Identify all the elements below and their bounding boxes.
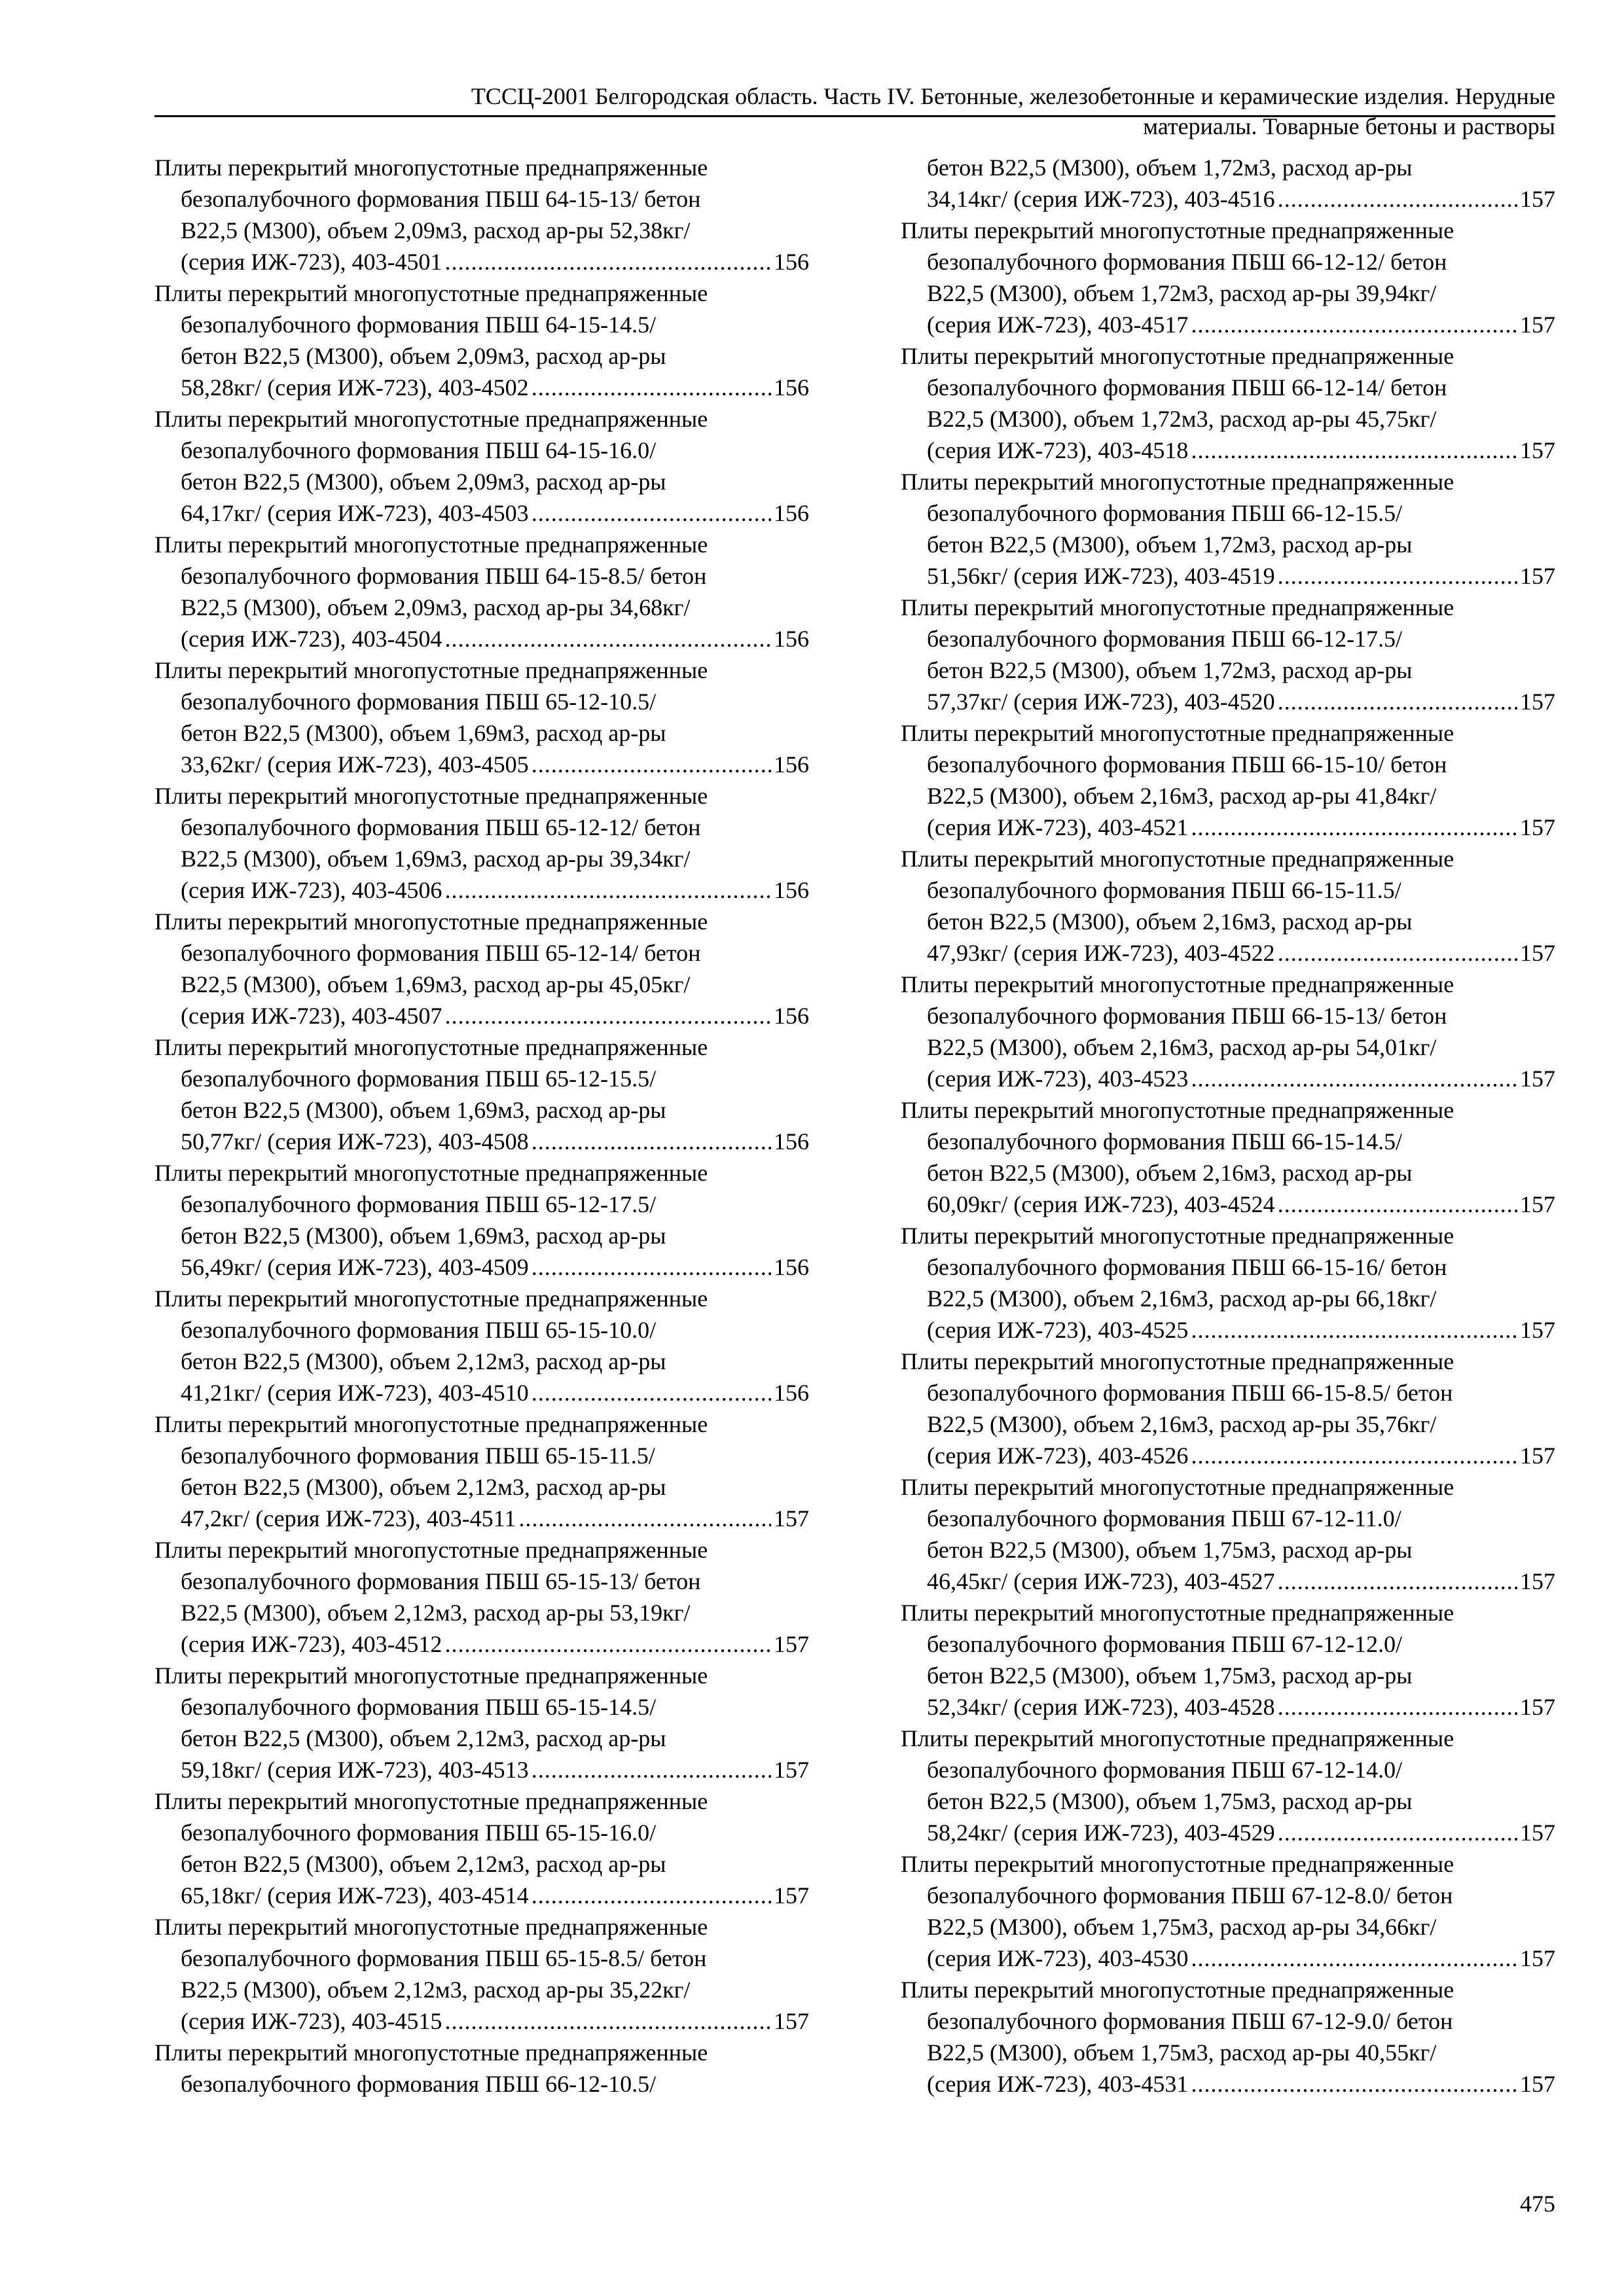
dot-leader	[444, 1628, 771, 1660]
index-entry	[901, 1848, 1555, 1974]
dot-leader	[1191, 1943, 1517, 1974]
entry-text: (серия ИЖ-723), 403-4515	[181, 2008, 442, 2034]
entry-line: В22,5 (М300), объем 1,75м3, расход ар-ры 40,55кг/	[927, 2039, 1437, 2066]
entry-line: бетон В22,5 (М300), объем 1,72м3, расход ар-ры	[927, 154, 1413, 181]
entry-text: (серия ИЖ-723), 403-4518	[927, 437, 1189, 463]
dot-leader	[532, 1251, 771, 1283]
entry-page-number: 156	[774, 249, 809, 275]
entry-page-number: 157	[1520, 312, 1555, 338]
entry-line: безопалубочного формования ПБШ 66-15-11.5/	[927, 877, 1401, 903]
dot-leader	[1278, 1817, 1517, 1848]
dot-leader	[532, 749, 771, 780]
entry-last-line	[154, 1628, 809, 1660]
entry-text: (серия ИЖ-723), 403-4526	[927, 1443, 1189, 1469]
entry-line: бетон В22,5 (М300), объем 1,69м3, расход ар-ры	[181, 1097, 666, 1123]
entry-text: 58,28кг/ (серия ИЖ-723), 403-4502	[181, 374, 529, 401]
entry-line: Плиты перекрытий многопустотные преднапряженные	[901, 1097, 1454, 1123]
entry-last-line	[901, 1063, 1555, 1094]
entry-line: безопалубочного формования ПБШ 65-12-12/ бетон	[181, 814, 701, 840]
entry-page-number: 156	[774, 1003, 809, 1029]
entry-last-line	[154, 246, 809, 278]
dot-leader	[1191, 2068, 1517, 2100]
entry-last-line	[154, 1754, 809, 1785]
entry-page-number: 157	[774, 1631, 809, 1657]
entry-page-number: 157	[1520, 563, 1555, 589]
entry-last-line	[901, 812, 1555, 843]
index-entry	[901, 1346, 1555, 1471]
index-entry	[154, 1785, 809, 1911]
entry-last-line	[154, 1251, 809, 1283]
entry-line: В22,5 (М300), объем 1,72м3, расход ар-ры 39,94кг/	[927, 280, 1437, 306]
entry-page-number: 157	[1520, 940, 1555, 966]
entry-line: Плиты перекрытий многопустотные преднапряженные	[901, 1474, 1454, 1500]
index-entry	[154, 1534, 809, 1660]
entry-text: (серия ИЖ-723), 403-4525	[927, 1317, 1189, 1343]
entry-last-line	[154, 1000, 809, 1031]
index-entry	[154, 1283, 809, 1408]
entry-line: безопалубочного формования ПБШ 65-15-14.5/	[181, 1694, 657, 1720]
entry-text: 60,09кг/ (серия ИЖ-723), 403-4524	[927, 1191, 1275, 1217]
entry-last-line	[901, 309, 1555, 340]
entry-line: бетон В22,5 (М300), объем 2,12м3, расход ар-ры	[181, 1474, 666, 1500]
index-entry	[901, 1723, 1555, 1848]
header-rule	[154, 115, 1555, 117]
entry-line: безопалубочного формования ПБШ 66-15-16/ бетон	[927, 1254, 1447, 1280]
entry-line: безопалубочного формования ПБШ 64-15-14.5/	[181, 312, 657, 338]
entry-text: 46,45кг/ (серия ИЖ-723), 403-4527	[927, 1568, 1275, 1594]
index-entry	[154, 152, 809, 278]
entry-line: В22,5 (М300), объем 1,69м3, расход ар-ры 45,05кг/	[181, 971, 691, 997]
entry-line: Плиты перекрытий многопустотные преднапряженные	[901, 1223, 1454, 1249]
dot-leader	[1191, 812, 1517, 843]
entry-last-line	[154, 623, 809, 655]
entry-line: безопалубочного формования ПБШ 66-12-17.5/	[927, 626, 1403, 652]
index-entry	[901, 466, 1555, 592]
entry-page-number: 157	[1520, 814, 1555, 840]
entry-last-line	[901, 1691, 1555, 1723]
entry-line: бетон В22,5 (М300), объем 1,72м3, расход ар-ры	[927, 531, 1413, 558]
dot-leader	[518, 1503, 771, 1534]
entry-line: В22,5 (М300), объем 2,12м3, расход ар-ры 35,22кг/	[181, 1977, 691, 2003]
index-entry	[901, 1220, 1555, 1346]
entry-last-line	[154, 749, 809, 780]
entry-line: В22,5 (М300), объем 1,69м3, расход ар-ры 39,34кг/	[181, 846, 691, 872]
entry-line: В22,5 (М300), объем 2,12м3, расход ар-ры 53,19кг/	[181, 1600, 691, 1626]
index-entry	[154, 1911, 809, 2037]
entry-last-line	[154, 372, 809, 403]
entry-line: Плиты перекрытий многопустотные преднапряженные	[901, 846, 1454, 872]
dot-leader	[532, 372, 771, 403]
entry-page-number: 157	[1520, 186, 1555, 212]
entry-text: 56,49кг/ (серия ИЖ-723), 403-4509	[181, 1254, 529, 1280]
entry-text: 59,18кг/ (серия ИЖ-723), 403-4513	[181, 1757, 529, 1783]
entry-last-line	[901, 1943, 1555, 1974]
entry-last-line	[901, 1189, 1555, 1220]
index-entry	[154, 655, 809, 780]
entry-line: В22,5 (М300), объем 2,09м3, расход ар-ры 52,38кг/	[181, 217, 691, 243]
dot-leader	[444, 2005, 771, 2037]
entry-last-line	[154, 1377, 809, 1408]
dot-leader	[532, 1880, 771, 1911]
entry-text: 47,93кг/ (серия ИЖ-723), 403-4522	[927, 940, 1275, 966]
entry-text: (серия ИЖ-723), 403-4504	[181, 626, 442, 652]
entry-line: бетон В22,5 (М300), объем 2,09м3, расход ар-ры	[181, 469, 666, 495]
entry-page-number: 156	[774, 626, 809, 652]
entry-page-number: 156	[774, 1254, 809, 1280]
right-column	[901, 152, 1555, 2100]
entry-page-number: 157	[774, 1505, 809, 1532]
index-entry	[901, 1974, 1555, 2100]
entry-text: (серия ИЖ-723), 403-4517	[927, 312, 1189, 338]
entry-line: безопалубочного формования ПБШ 66-15-10/ бетон	[927, 751, 1447, 778]
entry-line: безопалубочного формования ПБШ 67-12-12.0/	[927, 1631, 1403, 1657]
entry-line: В22,5 (М300), объем 1,75м3, расход ар-ры 34,66кг/	[927, 1914, 1437, 1940]
entry-text: 58,24кг/ (серия ИЖ-723), 403-4529	[927, 1820, 1275, 1846]
dot-leader	[444, 1000, 771, 1031]
entry-line: безопалубочного формования ПБШ 66-12-15.5/	[927, 500, 1403, 526]
entry-line: В22,5 (М300), объем 2,16м3, расход ар-ры 66,18кг/	[927, 1285, 1437, 1312]
dot-leader	[1278, 686, 1517, 717]
index-entry	[901, 1094, 1555, 1220]
index-entry	[901, 340, 1555, 466]
entry-line: бетон В22,5 (М300), объем 1,75м3, расход ар-ры	[927, 1662, 1413, 1689]
entry-line: безопалубочного формования ПБШ 65-15-16.0/	[181, 1820, 657, 1846]
entry-line: бетон В22,5 (М300), объем 1,75м3, расход ар-ры	[927, 1788, 1413, 1814]
entry-line: Плиты перекрытий многопустотные преднапряженные	[154, 908, 708, 935]
entry-page-number: 156	[774, 1380, 809, 1406]
entry-line: Плиты перекрытий многопустотные преднапряженные	[901, 594, 1454, 620]
dot-leader	[1191, 1440, 1517, 1471]
index-entry	[154, 2037, 809, 2100]
entry-last-line	[154, 2005, 809, 2037]
entry-line: бетон В22,5 (М300), объем 2,12м3, расход ар-ры	[181, 1725, 666, 1751]
entry-line: безопалубочного формования ПБШ 66-15-14.5/	[927, 1128, 1403, 1155]
dot-leader	[1191, 435, 1517, 466]
entry-line: безопалубочного формования ПБШ 65-12-15.5/	[181, 1066, 657, 1092]
entry-line: Плиты перекрытий многопустотные преднапряженные	[901, 1348, 1454, 1374]
entry-text: 57,37кг/ (серия ИЖ-723), 403-4520	[927, 689, 1275, 715]
index-entry	[901, 152, 1555, 215]
index-entry	[154, 906, 809, 1031]
index-entry	[154, 529, 809, 655]
entry-line: безопалубочного формования ПБШ 66-12-10.5/	[181, 2071, 657, 2097]
dot-leader	[1278, 937, 1517, 969]
entry-line: бетон В22,5 (М300), объем 2,09м3, расход ар-ры	[181, 343, 666, 369]
entry-last-line	[154, 1503, 809, 1534]
entry-line: В22,5 (М300), объем 2,16м3, расход ар-ры 54,01кг/	[927, 1034, 1437, 1060]
entry-line: бетон В22,5 (М300), объем 1,72м3, расход ар-ры	[927, 657, 1413, 683]
entry-line: Плиты перекрытий многопустотные преднапряженные	[901, 1725, 1454, 1751]
entry-line: Плиты перекрытий многопустотные преднапряженные	[154, 1285, 708, 1312]
entry-line: Плиты перекрытий многопустотные преднапряженные	[154, 1160, 708, 1186]
entry-page-number: 157	[1520, 437, 1555, 463]
entry-line: бетон В22,5 (М300), объем 2,16м3, расход ар-ры	[927, 1160, 1413, 1186]
entry-last-line	[154, 1880, 809, 1911]
dot-leader	[1191, 1314, 1517, 1346]
entry-line: Плиты перекрытий многопустотные преднапряженные	[154, 1537, 708, 1563]
dot-leader	[444, 246, 771, 278]
entry-line: Плиты перекрытий многопустотные преднапряженные	[154, 1662, 708, 1689]
entry-line: Плиты перекрытий многопустотные преднапряженные	[154, 1411, 708, 1437]
entry-page-number: 156	[774, 877, 809, 903]
index-entry	[901, 592, 1555, 717]
entry-text: (серия ИЖ-723), 403-4501	[181, 249, 442, 275]
dot-leader	[444, 874, 771, 906]
entry-last-line	[901, 937, 1555, 969]
entry-page-number: 157	[1520, 1694, 1555, 1720]
dot-leader	[1278, 1691, 1517, 1723]
dot-leader	[1278, 560, 1517, 592]
entry-line: бетон В22,5 (М300), объем 1,75м3, расход ар-ры	[927, 1537, 1413, 1563]
entry-page-number: 156	[774, 374, 809, 401]
entry-line: В22,5 (М300), объем 1,72м3, расход ар-ры 45,75кг/	[927, 406, 1437, 432]
entry-page-number: 157	[1520, 1443, 1555, 1469]
dot-leader	[532, 1754, 771, 1785]
entry-line: Плиты перекрытий многопустотные преднапряженные	[901, 343, 1454, 369]
dot-leader	[444, 623, 771, 655]
index-entry	[901, 969, 1555, 1094]
dot-leader	[1278, 1189, 1517, 1220]
entry-line: безопалубочного формования ПБШ 67-12-11.0/	[927, 1505, 1401, 1532]
entry-text: (серия ИЖ-723), 403-4530	[927, 1945, 1189, 1971]
entry-last-line	[901, 183, 1555, 215]
entry-page-number: 157	[1520, 689, 1555, 715]
entry-line: безопалубочного формования ПБШ 65-15-8.5/ бетон	[181, 1945, 707, 1971]
entry-line: Плиты перекрытий многопустотные преднапряженные	[901, 971, 1454, 997]
index-entry	[154, 780, 809, 906]
entry-line: В22,5 (М300), объем 2,09м3, расход ар-ры 34,68кг/	[181, 594, 691, 620]
entry-line: Плиты перекрытий многопустотные преднапряженные	[901, 1600, 1454, 1626]
entry-line: безопалубочного формования ПБШ 67-12-14.0/	[927, 1757, 1403, 1783]
left-column	[154, 152, 809, 2100]
index-entry	[901, 843, 1555, 969]
entry-line: Плиты перекрытий многопустотные преднапряженные	[154, 1788, 708, 1814]
dot-leader	[1278, 183, 1517, 215]
entry-page-number: 156	[774, 751, 809, 778]
index-entry	[154, 278, 809, 403]
entry-last-line	[154, 1126, 809, 1157]
entry-line: безопалубочного формования ПБШ 66-15-8.5/ бетон	[927, 1380, 1453, 1406]
entry-last-line	[901, 1817, 1555, 1848]
dot-leader	[532, 1126, 771, 1157]
entry-page-number: 156	[774, 1128, 809, 1155]
entry-text: 34,14кг/ (серия ИЖ-723), 403-4516	[927, 186, 1275, 212]
entry-line: безопалубочного формования ПБШ 64-15-8.5/ бетон	[181, 563, 707, 589]
entry-line: бетон В22,5 (М300), объем 1,69м3, расход ар-ры	[181, 720, 666, 746]
entry-page-number: 156	[774, 500, 809, 526]
entry-line: безопалубочного формования ПБШ 66-15-13/ бетон	[927, 1003, 1447, 1029]
entry-text: 33,62кг/ (серия ИЖ-723), 403-4505	[181, 751, 529, 778]
entry-text: (серия ИЖ-723), 403-4521	[927, 814, 1189, 840]
entry-text: (серия ИЖ-723), 403-4512	[181, 1631, 442, 1657]
entry-line: Плиты перекрытий многопустотные преднапряженные	[154, 154, 708, 181]
entry-last-line	[901, 1566, 1555, 1597]
index-entry	[154, 1031, 809, 1157]
entry-line: Плиты перекрытий многопустотные преднапряженные	[901, 469, 1454, 495]
entry-text: 50,77кг/ (серия ИЖ-723), 403-4508	[181, 1128, 529, 1155]
page-header	[154, 81, 1555, 141]
entry-line: безопалубочного формования ПБШ 64-15-13/ бетон	[181, 186, 701, 212]
entry-line: Плиты перекрытий многопустотные преднапряженные	[901, 1851, 1454, 1877]
entry-page-number: 157	[1520, 2071, 1555, 2097]
entry-page-number: 157	[1520, 1191, 1555, 1217]
entry-line: Плиты перекрытий многопустотные преднапряженные	[154, 531, 708, 558]
entry-text: (серия ИЖ-723), 403-4531	[927, 2071, 1189, 2097]
entry-page-number: 157	[774, 2008, 809, 2034]
dot-leader	[1191, 309, 1517, 340]
entry-line: Плиты перекрытий многопустотные преднапряженные	[154, 2039, 708, 2066]
index-entry	[901, 1597, 1555, 1723]
entry-line: бетон В22,5 (М300), объем 2,12м3, расход ар-ры	[181, 1851, 666, 1877]
index-entry	[154, 1408, 809, 1534]
entry-line: Плиты перекрытий многопустотные преднапряженные	[154, 280, 708, 306]
index-entry	[901, 215, 1555, 340]
entry-line: безопалубочного формования ПБШ 67-12-8.0/ бетон	[927, 1882, 1453, 1909]
entry-line: Плиты перекрытий многопустотные преднапряженные	[154, 783, 708, 809]
index-entry	[901, 1471, 1555, 1597]
entry-last-line	[901, 1440, 1555, 1471]
entry-line: Плиты перекрытий многопустотные преднапряженные	[901, 720, 1454, 746]
entry-text: 41,21кг/ (серия ИЖ-723), 403-4510	[181, 1380, 529, 1406]
entry-page-number: 157	[1520, 1568, 1555, 1594]
entry-line: Плиты перекрытий многопустотные преднапряженные	[901, 1977, 1454, 2003]
page-number: 475	[1520, 2191, 1555, 2217]
entry-last-line	[901, 1314, 1555, 1346]
entry-text: 47,2кг/ (серия ИЖ-723), 403-4511	[181, 1505, 516, 1532]
entry-page-number: 157	[1520, 1945, 1555, 1971]
entry-line: безопалубочного формования ПБШ 66-12-14/ бетон	[927, 374, 1447, 401]
entry-page-number: 157	[1520, 1066, 1555, 1092]
entry-page-number: 157	[1520, 1820, 1555, 1846]
entry-page-number: 157	[1520, 1317, 1555, 1343]
entry-text: (серия ИЖ-723), 403-4506	[181, 877, 442, 903]
entry-last-line	[901, 435, 1555, 466]
entry-line: бетон В22,5 (М300), объем 1,69м3, расход ар-ры	[181, 1223, 666, 1249]
entry-page-number: 157	[774, 1882, 809, 1909]
entry-text: 52,34кг/ (серия ИЖ-723), 403-4528	[927, 1694, 1275, 1720]
entry-line: безопалубочного формования ПБШ 65-12-14/ бетон	[181, 940, 701, 966]
entry-last-line	[154, 874, 809, 906]
entry-line: безопалубочного формования ПБШ 65-15-13/ бетон	[181, 1568, 701, 1594]
entry-last-line	[901, 560, 1555, 592]
entry-text: 65,18кг/ (серия ИЖ-723), 403-4514	[181, 1882, 529, 1909]
index-entry	[901, 717, 1555, 843]
dot-leader	[1191, 1063, 1517, 1094]
entry-line: Плиты перекрытий многопустотные преднапряженные	[154, 657, 708, 683]
entry-line: Плиты перекрытий многопустотные преднапряженные	[154, 1034, 708, 1060]
dot-leader	[532, 497, 771, 529]
entry-line: Плиты перекрытий многопустотные преднапряженные	[901, 217, 1454, 243]
entry-last-line	[154, 497, 809, 529]
entry-line: Плиты перекрытий многопустотные преднапряженные	[154, 1914, 708, 1940]
entry-line: бетон В22,5 (М300), объем 2,16м3, расход ар-ры	[927, 908, 1413, 935]
dot-leader	[532, 1377, 771, 1408]
entry-line: безопалубочного формования ПБШ 67-12-9.0/ бетон	[927, 2008, 1453, 2034]
entry-page-number: 157	[774, 1757, 809, 1783]
entry-line: бетон В22,5 (М300), объем 2,12м3, расход ар-ры	[181, 1348, 666, 1374]
entry-text: (серия ИЖ-723), 403-4523	[927, 1066, 1189, 1092]
entry-last-line	[901, 2068, 1555, 2100]
entry-line: безопалубочного формования ПБШ 65-12-10.5/	[181, 689, 657, 715]
entry-line: безопалубочного формования ПБШ 66-12-12/ бетон	[927, 249, 1447, 275]
entry-line: безопалубочного формования ПБШ 65-12-17.5/	[181, 1191, 657, 1217]
entry-line: безопалубочного формования ПБШ 65-15-11.5/	[181, 1443, 655, 1469]
entry-line: безопалубочного формования ПБШ 64-15-16.0/	[181, 437, 657, 463]
entry-text: 64,17кг/ (серия ИЖ-723), 403-4503	[181, 500, 529, 526]
entry-line: В22,5 (М300), объем 2,16м3, расход ар-ры 41,84кг/	[927, 783, 1437, 809]
header-line-1: ТССЦ-2001 Белгородская область. Часть IV. Бетонные, железобетонные и керамические изделия. Нерудные	[471, 83, 1555, 109]
entry-last-line	[901, 686, 1555, 717]
entry-text: 51,56кг/ (серия ИЖ-723), 403-4519	[927, 563, 1275, 589]
entry-line: безопалубочного формования ПБШ 65-15-10.0/	[181, 1317, 657, 1343]
entry-line: В22,5 (М300), объем 2,16м3, расход ар-ры 35,76кг/	[927, 1411, 1437, 1437]
index-entry	[154, 403, 809, 529]
entry-text: (серия ИЖ-723), 403-4507	[181, 1003, 442, 1029]
dot-leader	[1278, 1566, 1517, 1597]
entry-line: Плиты перекрытий многопустотные преднапряженные	[154, 406, 708, 432]
header-line-2: материалы. Товарные бетоны и растворы	[1143, 113, 1555, 139]
index-entry	[154, 1157, 809, 1283]
index-entry	[154, 1660, 809, 1785]
